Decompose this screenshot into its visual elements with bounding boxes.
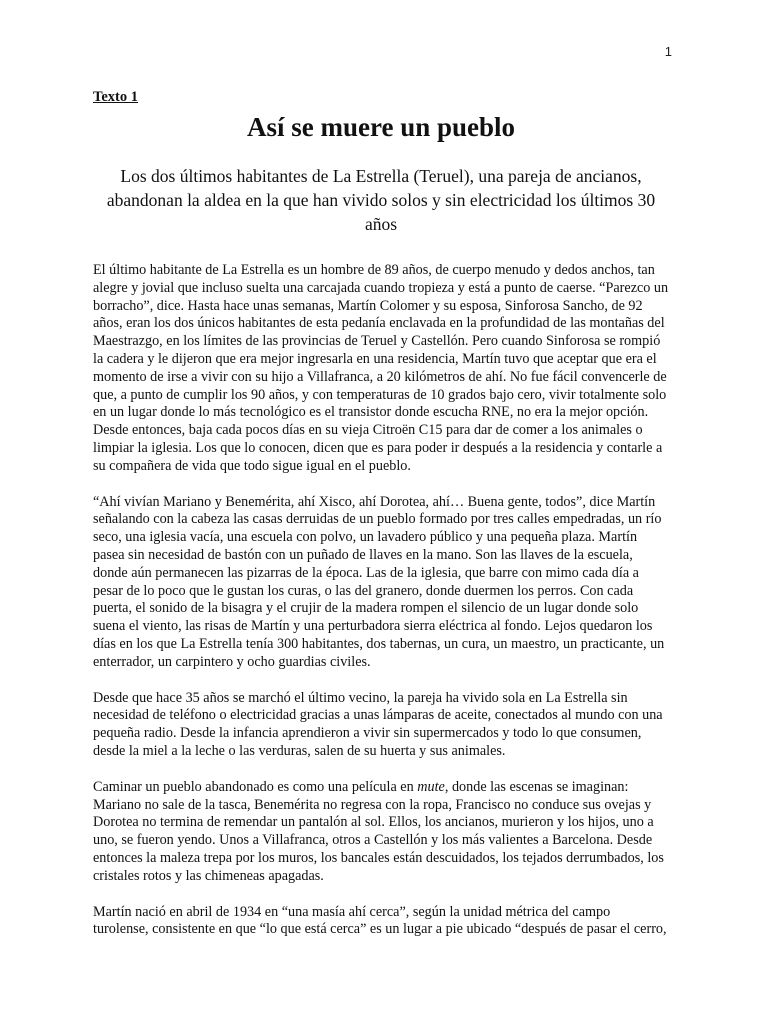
article-subtitle: Los dos últimos habitantes de La Estrella (Teruel), una pareja de ancianos, abandonan la aldea en la que han vivido solos y sin electricidad los últimos 30 años [106,166,656,234]
text-label: Texto 1 [93,89,138,105]
paragraph-3: Desde que hace 35 años se marchó el último vecino, la pareja ha vivido sola en La Estrella sin necesidad de teléfono o electricidad gracias a unas lámparas de aceite, conectados al mundo con una pequeña radio. Desde la infancia aprendieron a vivir sin supermercados y todo lo que consumen, desde la miel a la leche o las verduras, salen de su huerta y sus animales. [93,689,663,759]
paragraph-1: El último habitante de La Estrella es un hombre de 89 años, de cuerpo menudo y dedos anchos, tan alegre y jovial que incluso suelta una carcajada cuando tropieza y está a punto de caerse. “Parezco un borracho”, dice. Hasta hace unas semanas, Martín Colomer y su esposa, Sinforosa Sancho, de 92 años, eran los dos únicos habitantes de esta pedanía enclavada en la profundidad de las montañas del Maestrazgo, en los límites de las provincias de Teruel y Castellón. Pero cuando Sinforosa se rompió la cadera y le dijeron que era mejor ingresarla en una residencia, Martín tuvo que aceptar que era el momento de irse a vivir con su hijo a Villafranca, a 20 kilómetros de ahí. No fue fácil convencerle de que, a punto de cumplir los 90 años, y con temperaturas de 10 grados bajo cero, vivir totalmente solo en un lugar donde lo más tecnológico es el transistor donde escucha RNE, no era la mejor opción. Desde entonces, baja cada pocos días en su vieja Citroën C15 para dar de comer a los animales o limpiar la iglesia. Los que lo conocen, dicen que es para poder ir después a la residencia y contarle a su compañera de vida que todo sigue igual en el pueblo. [93,262,669,474]
paragraph-4-italic-word: mute [417,778,445,795]
article-body [93,262,669,939]
paragraph-5: Martín nació en abril de 1934 en “una masía ahí cerca”, según la unidad métrica del campo turolense, consistente en que “lo que está cerca” es un lugar a pie ubicado “después de pasar el cerro, [93,903,667,938]
document-content [93,88,669,957]
article-title: Así se muere un pueblo [246,112,516,142]
page-number: 1 [664,44,672,59]
paragraph-4-text-before: Caminar un pueblo abandonado es como una película en [93,778,418,795]
paragraph-4 [93,779,669,886]
paragraph-4-text-after: , donde las escenas se imaginan: Mariano no sale de la tasca, Benemérita no regresa con la ropa, Francisco no conduce sus ovejas y Dorotea no termina de remendar un pantalón al sol. Ellos, los ancianos, murieron y los hijos, uno a uno, se fueron yendo. Unos a Villafranca, otros a Castellón y los más valientes a Barcelona. Desde entonces la maleza trepa por los muros, los bancales están descuidados, los tejados derrumbados, los cristales rotos y las chimeneas apagadas. [93,778,664,884]
paragraph-2: “Ahí vivían Mariano y Benemérita, ahí Xisco, ahí Dorotea, ahí… Buena gente, todos”, dice Martín señalando con la cabeza las casas derruidas de un pueblo formado por tres calles empedradas, un río seco, una iglesia vacía, una escuela con polvo, un lavadero público y una pequeña plaza. Martín pasea sin necesidad de bastón con un puñado de llaves en la mano. Son las llaves de la escuela, donde aún permanecen las pizarras de la época. Las de la iglesia, que barre con mimo cada día a pesar de lo poco que le gustan los curas, o las del granero, donde duermen los perros. Con cada puerta, el sonido de la bisagra y el crujir de la madera rompen el silencio de un lugar donde solo suena el viento, las risas de Martín y una perturbadora sierra eléctrica al fondo. Lejos quedaron los días en los que La Estrella tenía 300 habitantes, dos tabernas, un cura, un maestro, un practicante, un enterrador, un carpintero y ocho guardias civiles. [93,493,665,670]
